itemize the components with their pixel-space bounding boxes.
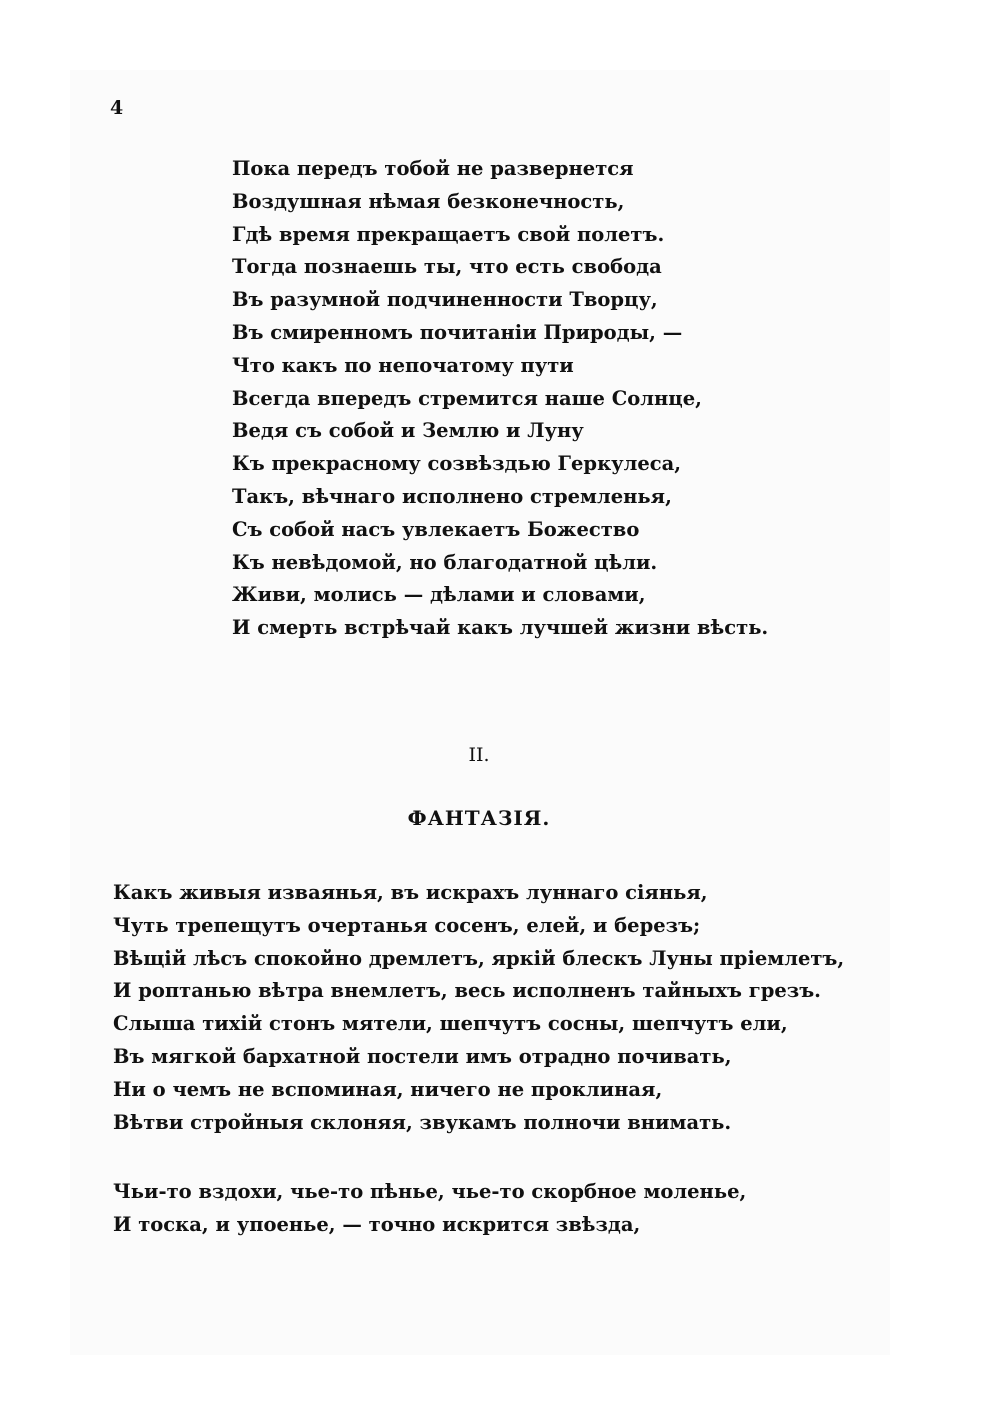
verse-line: Вѣтви стройныя склоняя, звукамъ полночи внимать.	[113, 1110, 732, 1134]
page-number: 4	[110, 97, 124, 119]
verse-line: Слыша тихiй стонъ мятели, шепчутъ сосны, шепчутъ ели,	[113, 1012, 788, 1036]
verse-line: Къ невѣдомой, но благодатной цѣли.	[232, 550, 658, 574]
verse-line: Воздушная нѣмая безконечность,	[232, 189, 625, 213]
verse-line: Къ прекрасному созвѣздью Геркулеса,	[232, 452, 682, 476]
verse-line: Живи, молись — дѣлами и словами,	[232, 583, 646, 607]
section-title: ФАНТАЗIЯ.	[407, 806, 551, 830]
verse-line: Ни о чемъ не вспоминая, ничего не проклиная,	[113, 1077, 663, 1101]
verse-line: Тогда познаешь ты, что есть свобода	[232, 255, 662, 279]
verse-line: Ведя съ собой и Землю и Луну	[232, 419, 584, 443]
verse-line: Что какъ по непочатому пути	[232, 353, 574, 377]
verse-line: Пока передъ тобой не развернется	[232, 157, 634, 180]
section-number: II.	[468, 744, 490, 766]
verse-line: Такъ, вѣчнаго исполнено стремленья,	[232, 484, 672, 508]
stanza-first	[113, 877, 844, 1139]
verse-line: И тоска, и упоенье, — точно искрится звѣзда,	[113, 1212, 641, 1236]
verse-line: Чуть трепещутъ очертанья сосенъ, елей, и березъ;	[113, 913, 701, 937]
stanza-continued	[232, 153, 768, 645]
verse-line: Гдѣ время прекращаетъ свой полетъ.	[232, 222, 665, 246]
verse-line: Всегда впередъ стремится наше Солнце,	[232, 386, 702, 410]
verse-line: И смерть встрѣчай какъ лучшей жизни вѣсть.	[232, 616, 769, 640]
verse-line: Чьи-то вздохи, чье-то пѣнье, чье-то скорбное моленье,	[113, 1180, 747, 1203]
stanza-second	[113, 1176, 746, 1242]
verse-line: Въ смиренномъ почитанiи Природы, —	[232, 320, 683, 344]
verse-line: И роптанью вѣтра внемлетъ, весь исполненъ тайныхъ грезъ.	[113, 979, 821, 1003]
verse-line: Съ собой насъ увлекаетъ Божество	[232, 517, 640, 541]
verse-line: Какъ живыя изваянья, въ искрахъ луннаго сiянья,	[113, 881, 708, 904]
verse-line: Въ разумной подчиненности Творцу,	[232, 288, 658, 312]
verse-line: Въ мягкой бархатной постели имъ отрадно почивать,	[113, 1044, 732, 1068]
verse-line: Вѣщiй лѣсъ спокойно дремлетъ, яркiй блескъ Луны прiемлетъ,	[113, 946, 845, 970]
